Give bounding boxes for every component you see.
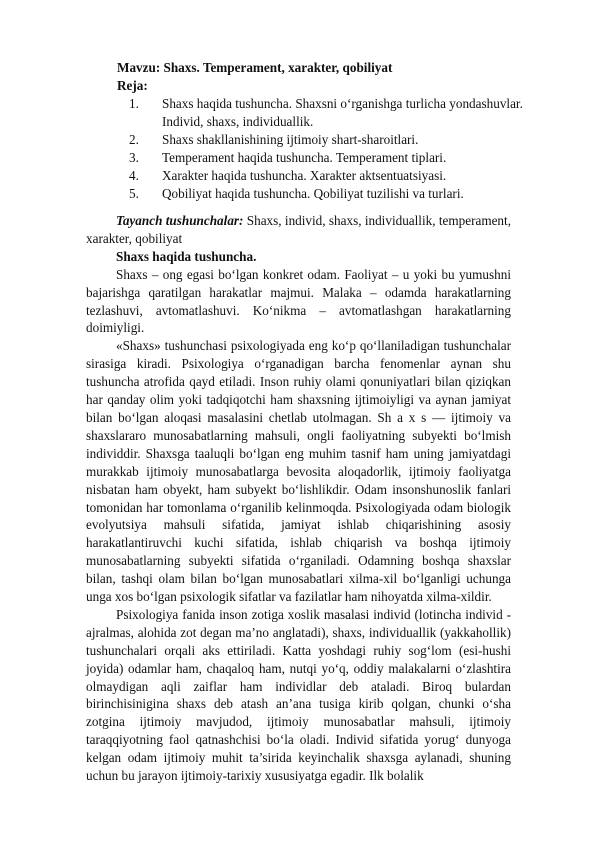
- plan-item-text: Qobiliyat haqida tushuncha. Qobiliyat tuzilishi va turlari.: [162, 185, 464, 201]
- plan-item-number: 5.: [129, 185, 139, 201]
- plan-item-number: 3.: [129, 149, 139, 165]
- key-terms-text: Shaxs, individ, shaxs, individuallik, temperament, xarakter, qobiliyat: [86, 213, 511, 246]
- topic-label: Mavzu:: [117, 60, 161, 75]
- document-body: [86, 212, 511, 785]
- section-heading: Shaxs haqida tushuncha.: [116, 248, 257, 264]
- plan-item: [129, 131, 549, 149]
- body-paragraph: «Shaxs» tushunchasi psixologiyada eng ko‘p qo‘llaniladigan tushunchalar sirasiga kiradi. Psixologiya o‘rganadigan barcha fenomenlar aynan shu tushuncha atrofida qayd etiladi. Inson ruhiy olami qonuniyatlari bilan qiziqkan har qanday olim yoki tadqiqotchi ham shaxsning ijtimoiyligi va aynan jamiyat bilan bo‘lgan aloqasi masalasini chetlab utolmagan. Sh a x s — ijtimoiy va shaxslararo munosabatlarning mahsuli, ongli faoliyatning subyekti bo‘lmish individdir. Shaxsga taaluqli bo‘lgan eng muhim tasnif ham uning jamiyatdagi murakkab ijtimoiy munosabatlarga bevosita aloqadorlik, ijtimoiy faoliyatga nisbatan ham obyekt, ham subyekt bo‘lishlikdir. Odam insonshunoslik fanlari tomonidan har tomonlama o‘rganilib kelinmoqda. Psixologiyada odam biologik evolyutsiya mahsuli sifatida, jamiyat ishlab chiqarishining asosiy harakatlantiruvchi kuchi sifatida, ishlab chiqarish va boshqa ijtimoiy munosabatlarning subyekti sifatida o‘rganiladi. Odamning boshqa shaxslar bilan, tashqi olam bilan bo‘lgan munosabatlari xilma-xil bo‘lganligi uchunga unga xos bo‘lgan psixologik sifatlar va fazilatlar ham nihoyatda xilma-xildir.: [86, 338, 511, 605]
- plan-list: [129, 95, 549, 202]
- plan-item-number: 4.: [129, 167, 139, 183]
- plan-item-text: Shaxs shakllanishining ijtimoiy shart-sharoitlari.: [162, 131, 419, 147]
- plan-item: [129, 149, 549, 167]
- plan-label: Reja:: [117, 78, 148, 93]
- key-terms-paragraph: [86, 212, 511, 248]
- topic-line: [117, 59, 392, 77]
- plan-item: [129, 185, 549, 203]
- plan-item-number: 1.: [129, 96, 139, 111]
- plan-item-number: 2.: [129, 131, 139, 147]
- plan-item-text: Shaxs haqida tushuncha. Shaxsni o‘rganishga turlicha yondashuvlar.: [162, 96, 523, 111]
- body-paragraph: Shaxs – ong egasi bo‘lgan konkret odam. Faoliyat – u yoki bu yumushni bajarishga qaratilgan harakatlar majmui. Malaka – odamda harakatlarning tezlashuvi, avtomatlashuvi. Ko‘nikma – avtomatlashgan harakatlarning doimiyligi.: [86, 266, 511, 336]
- plan-item: [129, 167, 549, 185]
- plan-item-text: Xarakter haqida tushuncha. Xarakter aktsentuatsiyasi.: [162, 167, 447, 183]
- plan-item: [129, 95, 549, 131]
- plan-item-text: Temperament haqida tushuncha. Temperament tiplari.: [162, 149, 447, 165]
- topic-title: Shaxs. Temperament, xarakter, qobiliyat: [163, 60, 393, 75]
- body-paragraph: Psixologiya fanida inson zotiga xoslik masalasi individ (lotincha individ - ajralmas, alohida zot degan ma’no anglatadi), shaxs, individuallik (yakkahollik) tushunchalari orqali aks ettiriladi. Katta yoshdagi ruhiy sog‘lom (esi-hushi joyida) odamlar ham, chaqaloq ham, nutqi yo‘q, oddiy malakalarni o‘zlashtira olmaydigan aqli zaiflar ham individlar deb ataladi. Biroq bulardan birinchisinigina shaxs deb atash an’ana tusiga kirib qolgan, chunki o‘sha zotgina ijtimoiy mavjudod, ijtimoiy munosabatlar mahsuli, ijtimoiy taraqqiyotning faol qatnashchisi bo‘la oladi. Individ sifatida yorug‘ dunyoga kelgan odam ijtimoiy muhit ta’sirida keyinchalik shaxsga aylanadi, shuning uchun bu jarayon ijtimoiy-tarixiy xususiyatga egadir. Ilk bolalik: [86, 606, 511, 784]
- key-terms-label: Tayanch tushunchalar:: [116, 213, 244, 228]
- plan-item-text-continued: Individ, shaxs, individuallik.: [162, 113, 314, 129]
